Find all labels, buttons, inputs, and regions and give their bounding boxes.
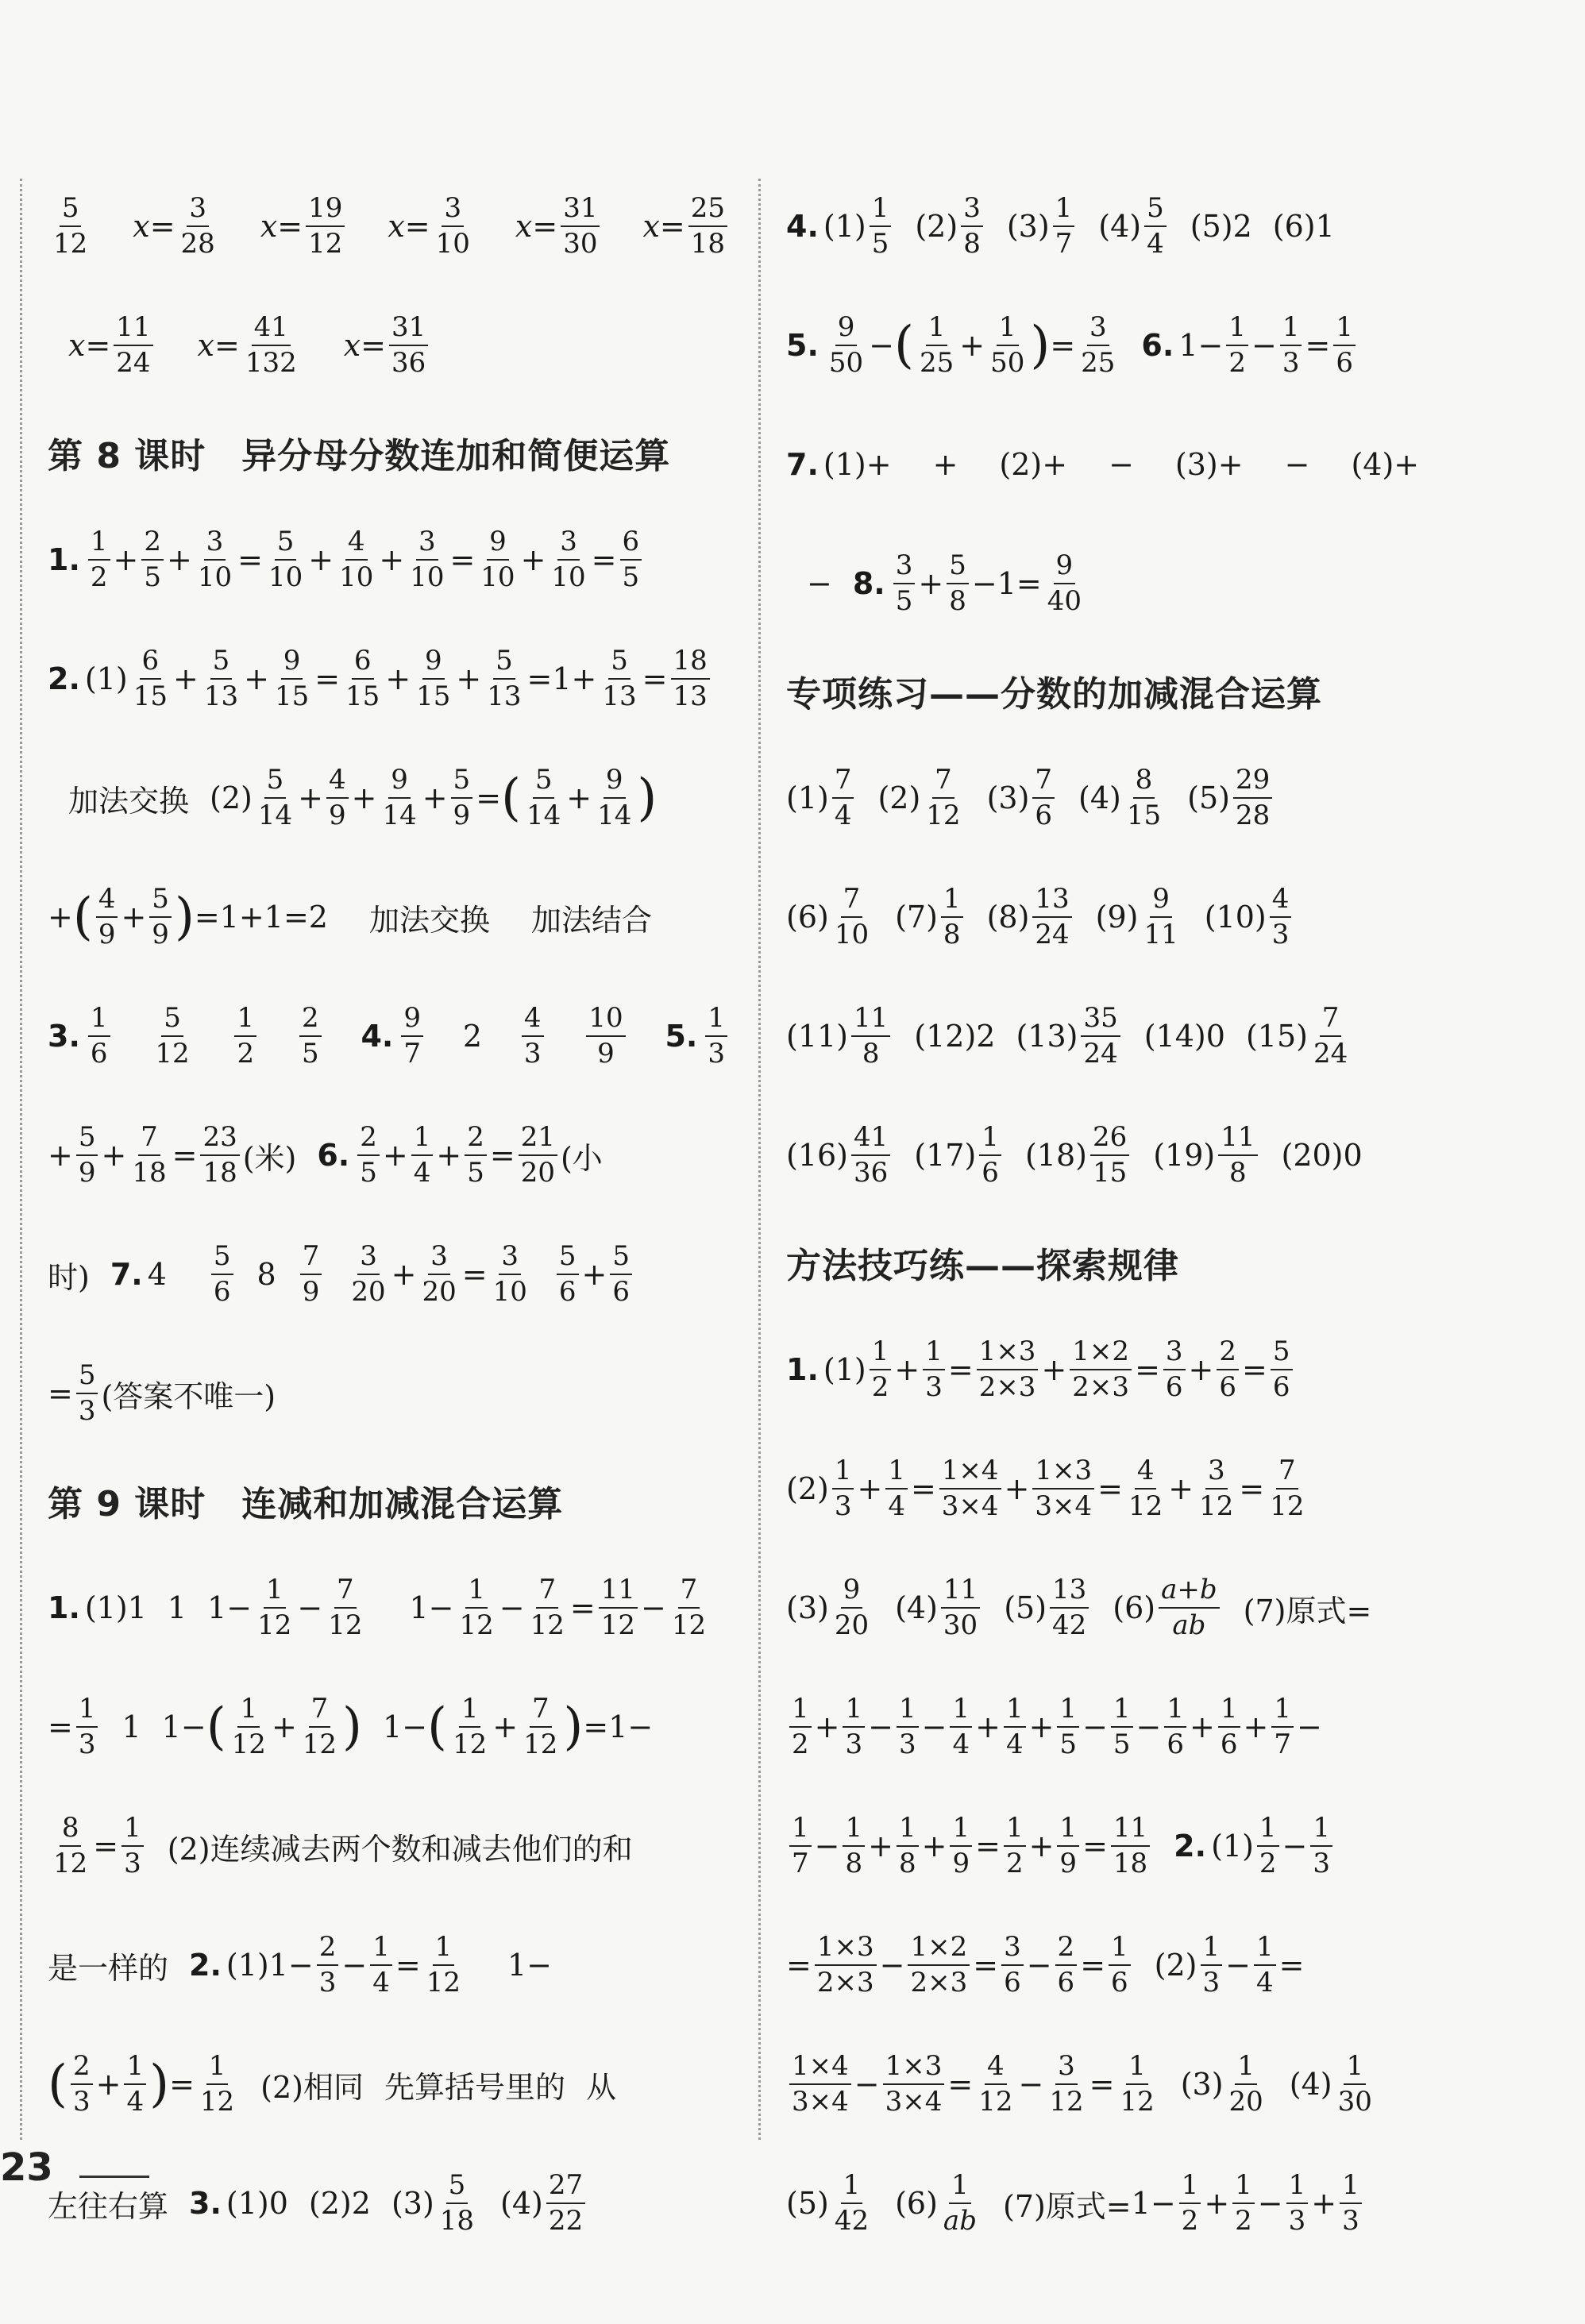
answer-line: (5) $\frac{1}{42}$ (6) $\frac{1}{ab}$ (7)原式= 1− $\frac{1}{2}$ + $\frac{1}{2}$ − $\frac{1}{3}$ + $\frac{1}{3}$: [786, 2144, 1485, 2263]
answer-line: = $\frac{5}{3}$ (答案不唯一): [48, 1359, 276, 1427]
answer-line: $\frac{1}{2}$ + $\frac{1}{3}$ − $\frac{1}{3}$ − $\frac{1}{4}$ + $\frac{1}{4}$ + $\frac{1}{5}$ − $\frac{1}{5}$ − $\frac{1}{6}$ + $\frac{1}{6}$ + $\frac{1}{7}$ −: [786, 1667, 1485, 1786]
answer-line: 时) 7. 4 $\frac{5}{6}$ 8 $\frac{7}{9}$ $\frac{3}{20}$ + $\frac{3}{20}$ = $\frac{3}{10}$ $\frac{5}{6}$ + $\frac{5}{6}$: [48, 1215, 731, 1334]
answer-line: 5. $\frac{9}{50}$ − ( $\frac{1}{25}$ + $\frac{1}{50}$ ) = $\frac{3}{25}$ 6. 1− $\frac{1}{2}$ − $\frac{1}{3}$ = $\frac{1}{6}$: [786, 286, 1485, 405]
answer-line: 7. (1)+ + (2)+ − (3)+ − (4)+: [786, 447, 1420, 482]
section-heading-method: 方法技巧练——探索规律: [786, 1246, 1179, 1286]
left-margin-rule: [20, 179, 22, 2140]
section-heading-special: 专项练习——分数的加减混合运算: [786, 674, 1322, 715]
answer-line: 3. $\frac{1}{6}$ $\frac{5}{12}$ $\frac{1}{2}$ $\frac{2}{5}$ 4. $\frac{9}{7}$ 2 $\frac{4}{3}$ $\frac{10}{9}$ 5. $\frac{1}{3}$: [48, 977, 731, 1096]
column-divider: [758, 179, 761, 2140]
left-column: [48, 167, 731, 2237]
answer-line: − 8. $\frac{3}{5}$ + $\frac{5}{8}$ −1= $\frac{9}{40}$: [807, 549, 1082, 617]
answer-line: 加法交换 (2) $\frac{5}{14}$ + $\frac{4}{9}$ + $\frac{9}{14}$ + $\frac{5}{9}$ = ( $\frac{5}{14}$ + $\frac{9}{14}$ ): [68, 763, 658, 831]
section-heading-lesson9: 第 9 课时 连减和加减混合运算: [48, 1484, 564, 1524]
right-column: [786, 167, 1485, 2237]
answer-line: (2) $\frac{1}{3}$ + $\frac{1}{4}$ = $\frac{1\times 4}{3\times 4}$ + $\frac{1\times 3}{3\times 4}$ = $\frac{4}{12}$ + $\frac{3}{12}$ = $\frac{7}{12}$: [786, 1454, 1305, 1522]
answer-line: (1) $\frac{7}{4}$ (2) $\frac{7}{12}$ (3) $\frac{7}{6}$ (4) $\frac{8}{15}$ (5) $\frac{29}{28}$: [786, 738, 1485, 858]
answer-line: $\frac{1}{7}$ − $\frac{1}{8}$ + $\frac{1}{8}$ + $\frac{1}{9}$ = $\frac{1}{2}$ + $\frac{1}{9}$ = $\frac{11}{18}$ 2. (1) $\frac{1}{2}$ − $\frac{1}{3}$: [786, 1786, 1485, 1906]
answer-line: (11) $\frac{11}{8}$ (12)2 (13) $\frac{35}{24}$ (14)0 (15) $\frac{7}{24}$: [786, 1001, 1348, 1070]
answer-line: (6) $\frac{7}{10}$ (7) $\frac{1}{8}$ (8) $\frac{13}{24}$ (9) $\frac{9}{11}$ (10) $\frac{4}{3}$: [786, 858, 1485, 977]
answer-line: $\frac{1\times 4}{3\times 4}$ − $\frac{1\times 3}{3\times 4}$ = $\frac{4}{12}$ − $\frac{3}{12}$ = $\frac{1}{12}$ (3) $\frac{1}{20}$ (4) $\frac{1}{30}$: [786, 2025, 1485, 2144]
page-number-dash: [79, 2176, 149, 2178]
answer-line: 左往右算 3. (1)0 (2)2 (3) $\frac{5}{18}$ (4) $\frac{27}{22}$: [48, 2144, 731, 2263]
answer-line: (3) $\frac{9}{20}$ (4) $\frac{11}{30}$ (5) $\frac{13}{42}$ (6) $\frac{a+b}{ab}$ (7)原式=: [786, 1573, 1372, 1641]
answer-line: 1. $\frac{1}{2}$ + $\frac{2}{5}$ + $\frac{3}{10}$ = $\frac{5}{10}$ + $\frac{4}{10}$ + $\frac{3}{10}$ = $\frac{9}{10}$ + $\frac{3}{10}$ = $\frac{6}{5}$: [48, 500, 731, 619]
answer-line: + ( $\frac{4}{9}$ + $\frac{5}{9}$ ) =1+1=2 加法交换 加法结合: [48, 882, 652, 950]
answer-line: $\frac{5}{12}$ x = $\frac{3}{28}$ x = $\frac{19}{12}$ x = $\frac{3}{10}$ x = $\frac{31}{30}$ x = $\frac{25}{18}$: [48, 167, 731, 286]
answer-line: 1. (1) $\frac{1}{2}$ + $\frac{1}{3}$ = $\frac{1\times 3}{2\times 3}$ + $\frac{1\times 2}{2\times 3}$ = $\frac{3}{6}$ + $\frac{2}{6}$ = $\frac{5}{6}$: [786, 1310, 1485, 1429]
answer-line: 是一样的 2. (1)1− $\frac{2}{3}$ − $\frac{1}{4}$ = $\frac{1}{12}$ 1−: [48, 1930, 553, 1998]
answer-line: (16) $\frac{41}{36}$ (17) $\frac{1}{6}$ (18) $\frac{26}{15}$ (19) $\frac{11}{8}$ (20)0: [786, 1120, 1363, 1189]
answer-line: = $\frac{1}{3}$ 1 1− ( $\frac{1}{12}$ + $\frac{7}{12}$ ) 1− ( $\frac{1}{12}$ + $\frac{7}{12}$ ) =1−: [48, 1692, 654, 1760]
answer-line: + $\frac{5}{9}$ + $\frac{7}{18}$ = $\frac{23}{18}$ (米) 6. $\frac{2}{5}$ + $\frac{1}{4}$ + $\frac{2}{5}$ = $\frac{21}{20}$ (小: [48, 1120, 603, 1189]
answer-line: = $\frac{1\times 3}{2\times 3}$ − $\frac{1\times 2}{2\times 3}$ = $\frac{3}{6}$ − $\frac{2}{6}$ = $\frac{1}{6}$ (2) $\frac{1}{3}$ − $\frac{1}{4}$ =: [786, 1930, 1305, 1998]
answer-line: x = $\frac{11}{24}$ x = $\frac{41}{132}$ x = $\frac{31}{36}$: [48, 286, 731, 405]
section-heading-lesson8: 第 8 课时 异分母分数连加和简便运算: [48, 436, 671, 476]
answer-line: 4. (1) $\frac{1}{5}$ (2) $\frac{3}{8}$ (3) $\frac{1}{7}$ (4) $\frac{5}{4}$ (5)2 (6)1: [786, 191, 1335, 260]
page-number: 23: [0, 2145, 53, 2190]
answer-line: 2. (1) $\frac{6}{15}$ + $\frac{5}{13}$ + $\frac{9}{15}$ = $\frac{6}{15}$ + $\frac{9}{15}$ + $\frac{5}{13}$ =1+ $\frac{5}{13}$ = $\frac{18}{13}$: [48, 619, 731, 738]
answer-line: 1. (1)1 1 1− $\frac{1}{12}$ − $\frac{7}{12}$ 1− $\frac{1}{12}$ − $\frac{7}{12}$ = $\frac{11}{12}$ − $\frac{7}{12}$: [48, 1573, 707, 1641]
answer-line: $\frac{8}{12}$ = $\frac{1}{3}$ (2)连续减去两个数和减去他们的和: [53, 1811, 633, 1879]
answer-line: ( $\frac{2}{3}$ + $\frac{1}{4}$ ) = $\frac{1}{12}$ (2)相同 先算括号里的 从: [48, 2049, 617, 2118]
